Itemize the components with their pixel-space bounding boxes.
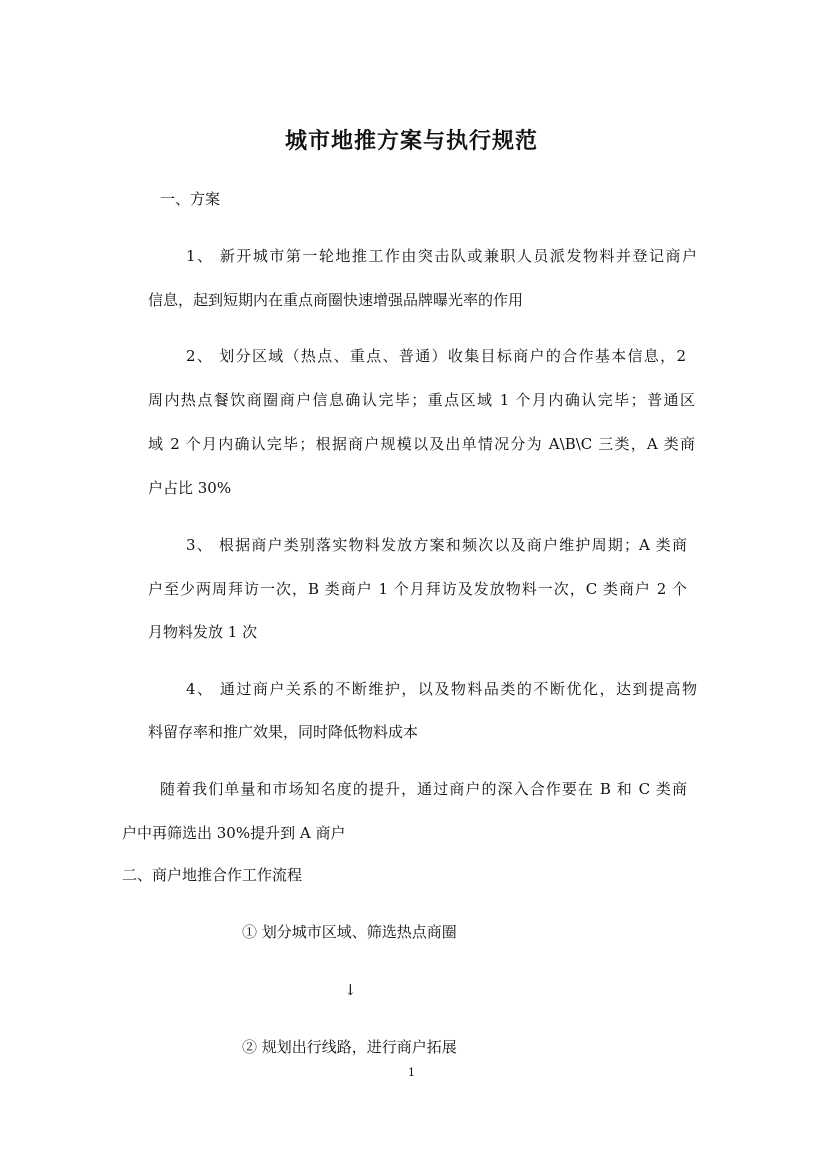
down-arrow-icon: ↓ bbox=[344, 981, 357, 999]
item-3-line-1: 3、 根据商户类别落实物料发放方案和频次以及商户维护周期；A 类商 bbox=[186, 536, 687, 554]
item-2-line-2: 周内热点餐饮商圈商户信息确认完毕；重点区域 1 个月内确认完毕；普通区 bbox=[148, 391, 695, 409]
item-2-line-3: 域 2 个月内确认完毕；根据商户规模以及出单情况分为 A\B\C 三类，A 类商 bbox=[148, 435, 695, 453]
flow-step-1: ① 划分城市区域、筛选热点商圈 bbox=[242, 923, 457, 941]
item-1-line-1: 1、 新开城市第一轮地推工作由突击队或兼职人员派发物料并登记商户 bbox=[186, 247, 697, 265]
item-3-line-3: 月物料发放 1 次 bbox=[148, 623, 258, 641]
page-number: 1 bbox=[408, 1066, 415, 1079]
paragraph-line-1: 随着我们单量和市场知名度的提升，通过商户的深入合作要在 B 和 C 类商 bbox=[160, 780, 687, 798]
item-4-line-2: 料留存率和推广效果，同时降低物料成本 bbox=[148, 723, 419, 741]
item-2-line-1: 2、 划分区域（热点、重点、普通）收集目标商户的合作基本信息，2 bbox=[186, 347, 686, 365]
paragraph-line-2: 户中再筛选出 30%提升到 A 商户 bbox=[122, 824, 346, 842]
flow-step-2: ② 规划出行线路，进行商户拓展 bbox=[242, 1038, 457, 1056]
item-1-line-2: 信息，起到短期内在重点商圈快速增强品牌曝光率的作用 bbox=[148, 291, 524, 309]
item-4-line-1: 4、 通过商户关系的不断维护，以及物料品类的不断优化，达到提高物 bbox=[186, 680, 697, 698]
item-3-line-2: 户至少两周拜访一次，B 类商户 1 个月拜访及发放物料一次，C 类商户 2 个 bbox=[148, 580, 687, 598]
document-title: 城市地推方案与执行规范 bbox=[284, 128, 538, 154]
section-heading-plan: 一、方案 bbox=[160, 190, 221, 208]
section-heading-workflow: 二、商户地推合作工作流程 bbox=[122, 866, 303, 884]
item-2-line-4: 户占比 30% bbox=[148, 479, 232, 497]
